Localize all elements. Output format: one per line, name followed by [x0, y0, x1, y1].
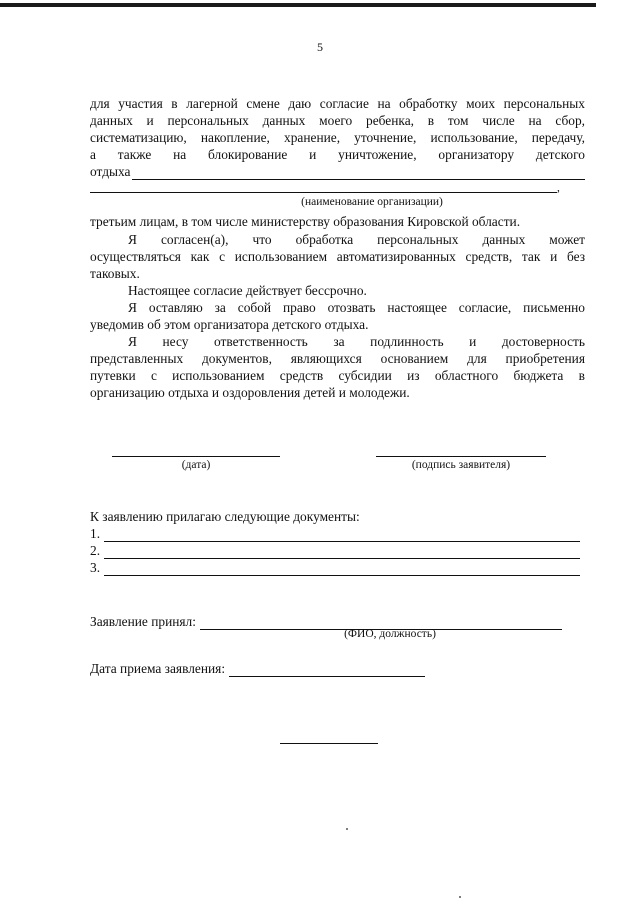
responsibility-line-4: организацию отдыха и оздоровления детей и молодежи. — [90, 385, 410, 400]
organization-caption: (наименование организации) — [301, 196, 443, 208]
closing-separator — [280, 743, 378, 744]
signature-field[interactable] — [376, 456, 546, 457]
receipt-date-field[interactable] — [229, 664, 425, 677]
organizer-name-field[interactable] — [132, 167, 585, 180]
responsibility-line-1: Я несу ответственность за подлинность и достоверность — [128, 334, 585, 349]
consent-line-4: а также на блокирование и уничтожение, организатору детского — [90, 147, 585, 162]
organizer-line — [90, 164, 585, 180]
receipt-row — [90, 661, 425, 677]
scan-speck — [459, 896, 461, 898]
attachment-field-2[interactable] — [104, 546, 580, 559]
attachment-number-3: 3. — [90, 560, 101, 575]
signature-caption: (подпись заявителя) — [411, 459, 511, 471]
accepted-caption: (ФИО, должность) — [344, 628, 436, 640]
third-parties-line: третьим лицам, в том числе министерству образования Кировской области. — [90, 214, 521, 229]
responsibility-line-2: представленных документов, являющихся основанием для приобретения — [90, 351, 585, 366]
responsibility-line-3: путевки с использованием средств субсидии из областного бюджета в — [90, 368, 585, 383]
consent-line-1: для участия в лагерной смене даю согласие на обработку моих персональных — [90, 96, 585, 111]
organization-comma: , — [557, 182, 560, 194]
automated-line-3: таковых. — [90, 266, 140, 281]
organizer-word: отдыха — [90, 164, 131, 179]
automated-line-1: Я согласен(а), что обработка персональных данных может — [128, 232, 585, 247]
revoke-line-1: Я оставляю за собой право отозвать настоящее согласие, письменно — [128, 300, 585, 315]
attachment-field-3[interactable] — [104, 563, 580, 576]
scan-speck — [346, 828, 348, 830]
attachment-number-1: 1. — [90, 526, 101, 541]
consent-line-3: систематизацию, накопление, хранение, уточнение, использование, передачу, — [90, 130, 585, 145]
revoke-line-2: уведомив об этом организатора детского отдыха. — [90, 317, 369, 332]
attachment-number-2: 2. — [90, 543, 101, 558]
date-caption: (дата) — [181, 459, 211, 471]
organization-name-field[interactable] — [90, 192, 557, 193]
attachment-row-1 — [90, 526, 580, 542]
receipt-label: Дата приема заявления: — [90, 661, 226, 676]
date-field[interactable] — [112, 456, 280, 457]
attachments-heading: К заявлению прилагаю следующие документы: — [90, 509, 360, 524]
accepted-label: Заявление принял: — [90, 614, 196, 629]
page-number: 5 — [317, 40, 323, 54]
top-border-rule — [0, 3, 596, 7]
consent-line-2: данных и персональных данных моего ребенка, в том числе на сбор, — [90, 113, 585, 128]
attachment-row-2 — [90, 543, 580, 559]
attachment-row-3 — [90, 560, 580, 576]
validity-line: Настоящее согласие действует бессрочно. — [128, 283, 367, 298]
automated-line-2: осуществляться как с использованием автоматизированных средств, так и без — [90, 249, 585, 264]
attachment-field-1[interactable] — [104, 529, 580, 542]
